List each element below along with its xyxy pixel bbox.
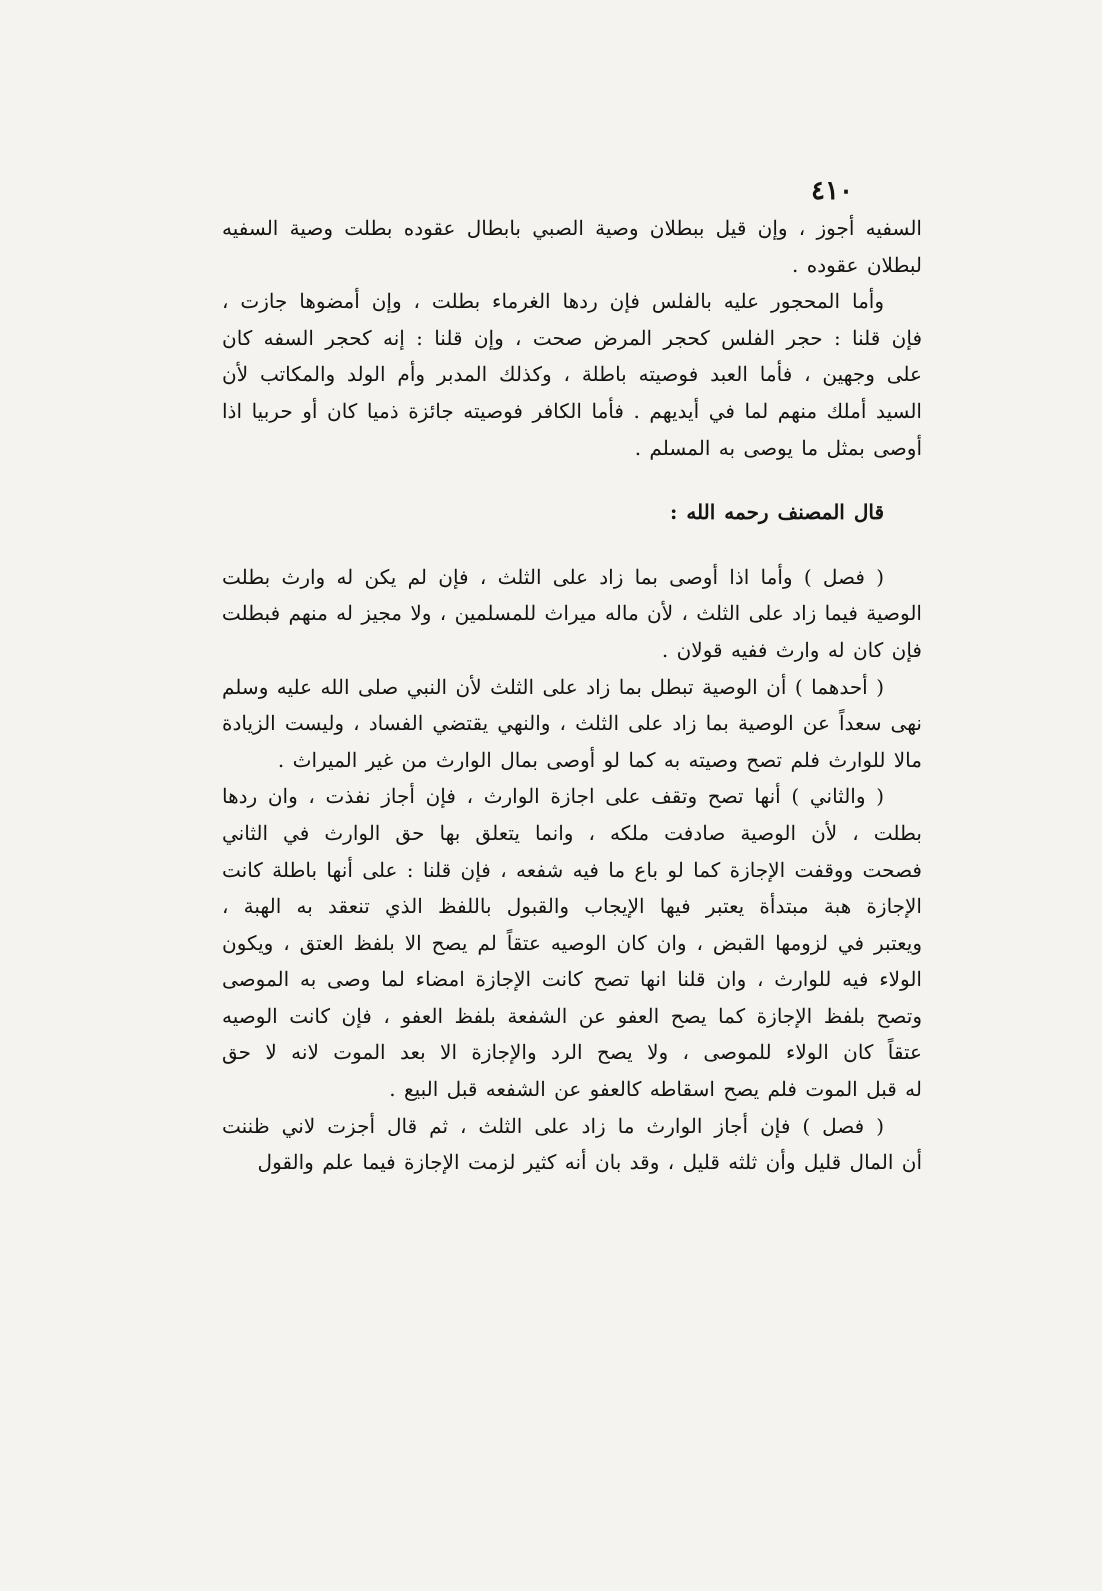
text-line: عتقاً كان الولاء للموصى ، ولا يصح الرد والإجازة الا بعد الموت لانه لا حق xyxy=(222,1040,922,1065)
paragraph-gap xyxy=(222,466,922,494)
text-line: ويعتبر في لزومها القبض ، وان كان الوصيه عتقاً لم يصح الا بلفظ العتق ، ويكون xyxy=(222,930,922,955)
paragraph xyxy=(222,559,922,669)
paragraph xyxy=(222,210,922,283)
text-line: الولاء فيه للوارث ، وان قلنا انها تصح كانت الإجازة امضاء لما وصى به الموصى xyxy=(222,967,922,992)
paragraph xyxy=(222,778,922,1107)
text-line: على وجهين ، فأما العبد فوصيته باطلة ، وكذلك المدبر وأم الولد والمكاتب لأن xyxy=(222,362,922,387)
page-number: ٤١٠ xyxy=(811,176,853,206)
text-line: وتصح بلفظ الإجازة كما يصح العفو عن الشفعة بلفظ العفو ، فإن كانت الوصيه xyxy=(222,1003,922,1028)
paragraph xyxy=(222,669,922,779)
text-line: لبطلان عقوده . xyxy=(792,252,922,277)
text-line: نهى سعداً عن الوصية بما زاد على الثلث ، والنهي يقتضي الفساد ، وليست الزيادة xyxy=(222,711,922,736)
paragraph-gap xyxy=(222,531,922,559)
text-line: أن المال قليل وأن ثلثه قليل ، وقد بان أنه كثير لزمت الإجازة فيما علم والقول xyxy=(257,1150,922,1175)
paragraph xyxy=(222,283,922,466)
text-line: فإن قلنا : حجر الفلس كحجر المرض صحت ، وإن قلنا : إنه كحجر السفه كان xyxy=(222,325,922,350)
text-line: أوصى بمثل ما يوصى به المسلم . xyxy=(634,435,922,460)
text-line: الإجازة هبة مبتدأة يعتبر فيها الإيجاب والقبول باللفظ الذي تنعقد به الهبة ، xyxy=(222,894,922,919)
text-line: مالا للوارث فلم تصح وصيته به كما لو أوصى بمال الوارث من غير الميراث . xyxy=(277,747,922,772)
section-heading xyxy=(222,494,922,531)
body-text xyxy=(222,210,922,1181)
text-line: فإن كان له وارث ففيه قولان . xyxy=(661,637,922,662)
paragraph xyxy=(222,1108,922,1181)
text-line: ( فصل ) فإن أجاز الوارث ما زاد على الثلث ، ثم قال أجزت لاني ظننت xyxy=(222,1113,884,1138)
text-line: له قبل الموت فلم يصح اسقاطه كالعفو عن الشفعه قبل البيع . xyxy=(389,1077,922,1102)
text-line: السفيه أجوز ، وإن قيل ببطلان وصية الصبي بابطال عقوده بطلت وصية السفيه xyxy=(222,216,922,240)
text-line: ( فصل ) وأما اذا أوصى بما زاد على الثلث ، فإن لم يكن له وارث بطلت xyxy=(222,564,884,589)
text-line: قال المصنف رحمه الله : xyxy=(669,500,884,525)
text-line: ( والثاني ) أنها تصح وتقف على اجازة الوارث ، فإن أجاز نفذت ، وان ردها xyxy=(222,784,884,809)
text-line: الوصية فيما زاد على الثلث ، لأن ماله ميراث للمسلمين ، ولا مجيز له منهم فبطلت xyxy=(222,601,922,626)
text-line: وأما المحجور عليه بالفلس فإن ردها الغرماء بطلت ، وإن أمضوها جازت ، xyxy=(222,289,884,314)
text-line: فصحت ووقفت الإجازة كما لو باع ما فيه شفعه ، فإن قلنا : على أنها باطلة كانت xyxy=(222,857,922,882)
text-line: بطلت ، لأن الوصية صادفت ملكه ، وانما يتعلق بها حق الوارث في الثاني xyxy=(222,820,922,845)
text-line: السيد أملك منهم لما في أيديهم . فأما الكافر فوصيته جائزة ذميا كان أو حربيا اذا xyxy=(222,398,922,423)
text-line: ( أحدهما ) أن الوصية تبطل بما زاد على الثلث لأن النبي صلى الله عليه وسلم xyxy=(222,674,884,699)
